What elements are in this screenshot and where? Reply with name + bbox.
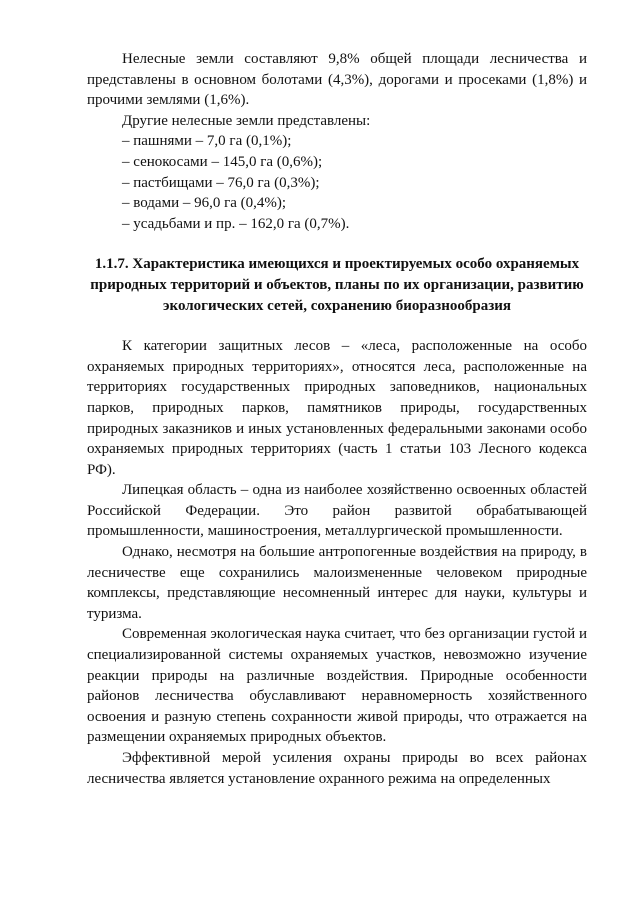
list-item: – водами – 96,0 га (0,4%); [122,195,287,212]
body-paragraph: Однако, несмотря на большие антропогенные воздействия на природу, в лесничестве еще сохранились малоизмененные человеком природные комплексы, представляющие несомненный интерес для науки, культуры и туризма. [87,544,587,622]
non-forest-lands-list [87,131,587,234]
intro-paragraph-other-lands: Другие нелесные земли представлены: [122,112,371,129]
section-heading: 1.1.7. Характеристика имеющихся и проектируемых особо охраняемых природных территорий и объектов, планы по их организации, развитию экологических сетей, сохранению биоразнообразия [90,256,584,314]
page-content [87,49,587,789]
list-item: – пастбищами – 76,0 га (0,3%); [122,174,320,191]
body-paragraph: Эффективной мерой усиления охраны природы во всех районах лесничества является установление охранного режима на определенных [87,750,587,787]
list-item: – сенокосами – 145,0 га (0,6%); [122,153,323,170]
body-paragraph: Современная экологическая наука считает, что без организации густой и специализированной системы охраняемых участков, невозможно изучение реакции природы на различные воздействия. Природные особенности районов лесничества обуславливают неравномерность хозяйственного освоения и разную степень сохранности живой природы, что отражается на размещении охраняемых природных объектов. [87,626,587,746]
intro-paragraph-non-forest-lands: Нелесные земли составляют 9,8% общей площади лесничества и представлены в основном болотами (4,3%), дорогами и просеками (1,8%) и прочими землями (1,6%). [87,51,587,109]
body-paragraph: К категории защитных лесов – «леса, расположенные на особо охраняемых природных территориях», относятся леса, расположенные на территориях государственных природных заповедников, национальных парков, природных парков, памятников природы, государственных природных заказников и иных установленных федеральными законами особо охраняемых природных территориях (часть 1 статьи 103 Лесного кодекса РФ). [87,338,587,478]
body-paragraph: Липецкая область – одна из наиболее хозяйственно освоенных областей Российской Федерации. Это район развитой обрабатывающей промышленности, машиностроения, металлургической промышленности. [87,482,587,540]
list-item: – пашнями – 7,0 га (0,1%); [122,133,292,150]
list-item: – усадьбами и пр. – 162,0 га (0,7%). [122,215,350,232]
